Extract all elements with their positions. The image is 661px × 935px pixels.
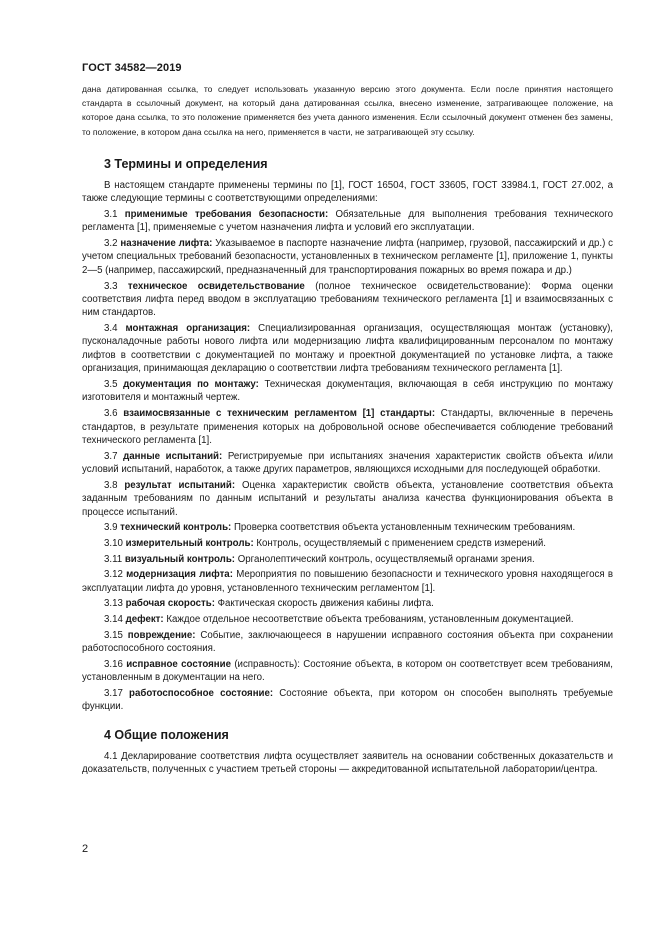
term-name: исправное состояние <box>126 658 231 670</box>
term-paragraph <box>82 537 613 550</box>
term-name: визуальный контроль: <box>124 553 236 565</box>
term-definition: Оценка характеристик свойств объекта, установление соответствия объекта заданным требованиям по данным испытаний и результаты анализа качества функционирования объекта в процессе испытаний. <box>82 479 614 518</box>
term-name: рабочая скорость: <box>125 598 215 610</box>
term-definition: Обязательные для выполнения требования технического регламента [1], применяемые с учетом назначения лифта и условий его эксплуатации. <box>82 208 613 234</box>
term-paragraph <box>82 629 613 656</box>
term-number: 3.11 <box>104 553 123 565</box>
document-header: ГОСТ 34582—2019 <box>82 62 182 74</box>
term-definition: Каждое отдельное несоответствие объекта требованиям, установленным документацией. <box>163 614 574 626</box>
term-paragraph <box>82 553 613 566</box>
term-name: монтажная организация: <box>125 323 251 335</box>
term-definition: Контроль, осуществляемый с применением средств измерений. <box>253 537 546 549</box>
term-definition: Мероприятия по повышению безопасности и технического уровня находящегося в эксплуатации лифта до уровня, установленного техническим регламентом [1]. <box>82 569 613 594</box>
term-number: 3.17 <box>104 688 123 700</box>
term-definition: Событие, заключающееся в нарушении исправного состояния объекта при сохранении работоспособного состояния. <box>82 629 613 655</box>
term-paragraph <box>82 658 613 685</box>
term-name: взаимосвязанные с техническим регламентом [1] стандарты: <box>123 408 436 420</box>
term-name: модернизация лифта: <box>126 569 233 581</box>
term-name: данные испытаний: <box>123 450 223 462</box>
term-name: результат испытаний: <box>124 479 236 491</box>
term-number: 3.8 <box>104 479 118 491</box>
term-number: 3.16 <box>104 658 123 670</box>
term-name: техническое освидетельствование <box>127 280 305 292</box>
term-number: 3.5 <box>104 378 118 390</box>
term-paragraph <box>82 613 613 626</box>
term-number: 3.14 <box>104 614 123 626</box>
term-name: измерительный контроль: <box>125 537 254 549</box>
term-name: назначение лифта: <box>120 238 213 250</box>
term-name: повреждение: <box>127 629 196 641</box>
term-number: 3.2 <box>104 238 118 250</box>
term-number: 3.12 <box>104 569 123 581</box>
term-number: 3.4 <box>104 323 118 335</box>
term-number: 3.13 <box>104 598 123 610</box>
term-definition: Специализированная организация, осуществляющая монтаж (установку), пусконаладочные работы нового лифта или модернизацию лифта квалифицированным персоналом по монтажу лифтов в соответствии с документацией по монтажу и проектной документацией по установке лифта, а также организация, принимающая декларацию о соответствии лифта требованиям технического регламента [1]. <box>82 323 613 375</box>
term-definition: Регистрируемые при испытаниях значения характеристик свойств объекта и/или условий испытаний, наработок, а также других параметров, являющихся исходными для последующей обработки. <box>82 450 613 476</box>
intro-paragraph: дана датированная ссылка, то следует использовать указанную версию этого документа. Если после принятия настоящего стандарта в ссылочный документ, на который дана датированная ссылка, внесено изменение, затрагивающее положение, на которое дана ссылка, то это положение применяется без учета данного изменения. Если ссылочный документ отменен без замены, то положение, в котором дана ссылка на него, применяется в части, не затрагивающей эту ссылку. <box>82 84 613 137</box>
term-paragraph <box>82 521 613 534</box>
term-paragraph <box>82 687 613 714</box>
term-name: документация по монтажу: <box>123 378 259 390</box>
term-paragraph <box>82 237 613 277</box>
term-number: 3.15 <box>104 629 123 641</box>
term-name: технический контроль: <box>120 522 232 534</box>
term-number: 3.9 <box>104 522 118 534</box>
term-number: 3.1 <box>104 208 118 220</box>
term-definition: (полное техническое освидетельствование): Форма оценки соответствия лифта перед вводом в эксплуатацию требованиям технического регламента [1] и взаимосвязанных с ним стандартов. <box>82 280 614 319</box>
term-paragraph <box>82 597 613 610</box>
term-number: 3.7 <box>104 450 118 462</box>
term-name: применимые требования безопасности: <box>124 208 329 220</box>
term-definition: Фактическая скорость движения кабины лифта. <box>214 598 434 610</box>
section-4-title: 4 Общие положения <box>104 727 229 742</box>
page-number: 2 <box>82 843 89 855</box>
term-paragraph <box>82 450 613 477</box>
term-number: 3.3 <box>104 280 118 292</box>
section-3-lead: В настоящем стандарте применены термины по [1], ГОСТ 16504, ГОСТ 33605, ГОСТ 33984.1, ГОСТ 27.002, а также следующие термины с соответствующими определениями: <box>82 179 613 205</box>
term-paragraph <box>82 568 613 595</box>
term-name: дефект: <box>125 614 164 626</box>
term-definition: Органолептический контроль, осуществляемый органами зрения. <box>235 553 535 565</box>
term-name: работоспособное состояние: <box>129 688 274 700</box>
section-4-paragraph-1: 4.1 Декларирование соответствия лифта осуществляет заявитель на основании собственных доказательств и доказательств, полученных с участием третьей стороны — аккредитованной испытательной лаборатории/центра. <box>82 750 613 776</box>
term-paragraph <box>82 479 613 519</box>
term-definition: Стандарты, включенные в перечень стандартов, в результате применения которых на добровольной основе обеспечивается соблюдение требований технического регламента [1]. <box>82 408 613 446</box>
terms-list <box>82 208 613 714</box>
term-paragraph <box>82 280 613 320</box>
term-definition: Указываемое в паспорте назначение лифта (например, грузовой, пассажирский и др.) с учетом специальных требований безопасности, установленных в техническом регламенте [1], приложение 1, пункты 2—5 (например, пассажирский, предназначенный для транспортирования пожарных во время пожара и др.) <box>82 238 614 276</box>
term-definition: Состояние объекта, при котором он способен выполнять требуемые функции. <box>82 688 613 713</box>
term-paragraph <box>82 378 613 405</box>
section-3-title: 3 Термины и определения <box>104 156 268 171</box>
term-number: 3.6 <box>104 408 118 420</box>
document-body <box>82 82 613 779</box>
term-paragraph <box>82 322 613 376</box>
term-definition: Техническая документация, включающая в себя инструкцию по монтажу изготовителя и монтажный чертеж. <box>82 378 613 404</box>
term-definition: (исправность): Состояние объекта, в котором он соответствует всем требованиям, установленным в документации на него. <box>82 658 613 684</box>
term-number: 3.10 <box>104 537 123 549</box>
term-paragraph <box>82 407 613 447</box>
term-definition: Проверка соответствия объекта установленным техническим требованиям. <box>231 522 576 534</box>
term-paragraph <box>82 208 613 235</box>
